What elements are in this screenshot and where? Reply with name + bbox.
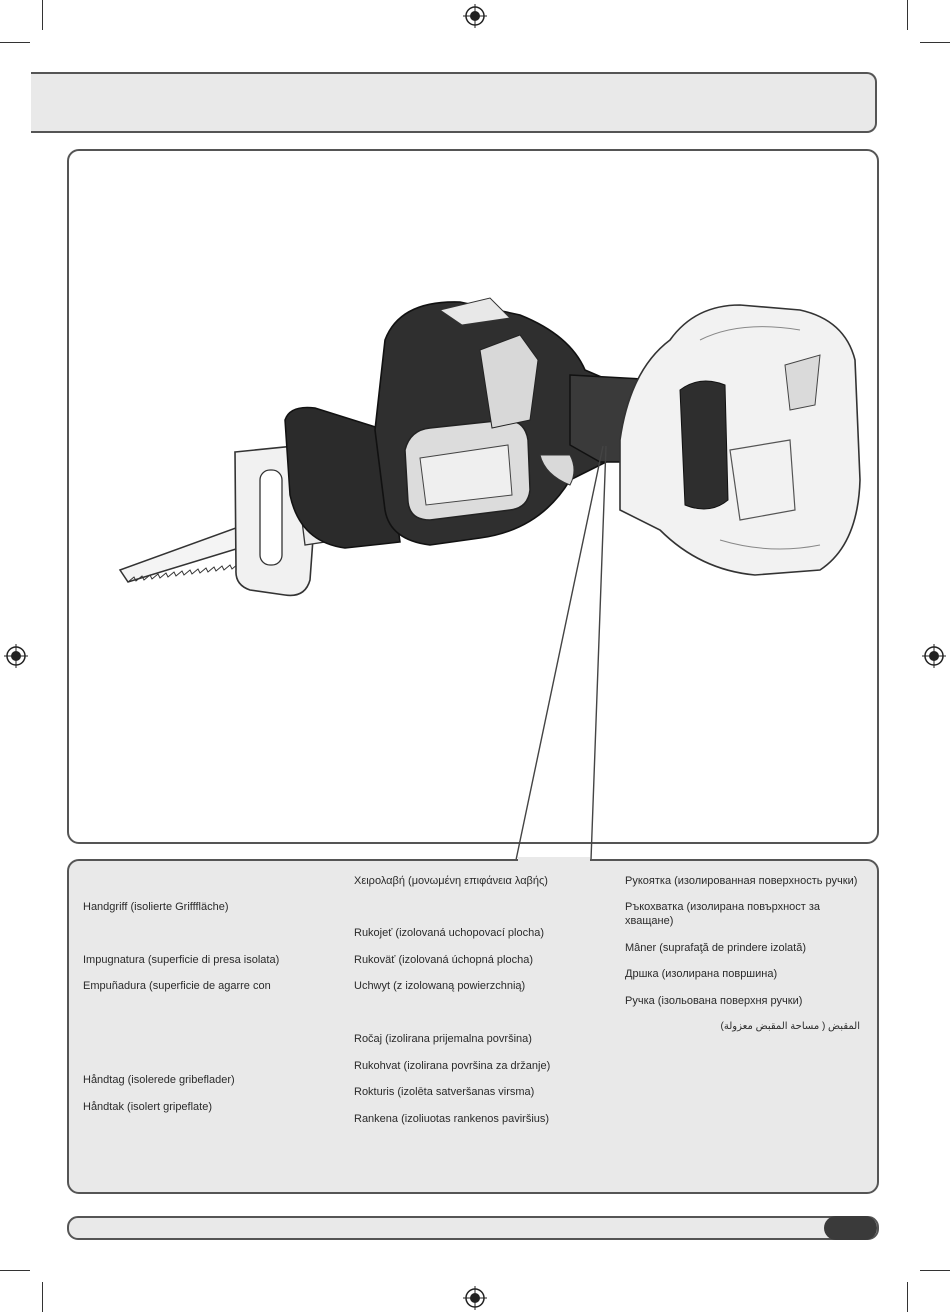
legend-item-de: Handgriff (isolierte Grifffläche) (83, 901, 229, 913)
legend-item-lv: Rokturis (izolēta satveršanas virsma) (354, 1086, 535, 1098)
callout-gap (518, 857, 590, 862)
legend-item-uk: Ручка (ізольована поверхня ручки) (625, 995, 803, 1007)
legend-item-ar: المقبض ( مساحة المقبض معزولة) (720, 1021, 860, 1032)
legend-item-es: Empuñadura (superficie de agarre con (83, 980, 271, 992)
footer-bar (67, 1216, 879, 1240)
legend-item-bg: Ръкохватка (изолирана повърхност за хващане) (625, 901, 821, 927)
legend-item-sr: Дршка (изолирана површина) (625, 968, 778, 980)
legend-item-cs: Rukojeť (izolovaná uchopovací plocha) (354, 927, 545, 939)
legend-item-sl: Ročaj (izolirana prijemalna površina) (354, 1033, 532, 1045)
legend-item-da: Håndtag (isolerede gribeflader) (83, 1074, 235, 1086)
legend-item-el: Χειρολαβή (μονωμένη επιφάνεια λαβής) (354, 875, 548, 887)
legend-item-it: Impugnatura (superficie di presa isolata) (83, 954, 280, 966)
legend-item-pl: Uchwyt (z izolowaną powierzchnią) (354, 980, 526, 992)
legend-item-ru: Рукоятка (изолированная поверхность ручки) (625, 875, 858, 887)
legend-item-sk: Rukoväť (izolovaná úchopná plocha) (354, 954, 534, 966)
legend-item-hr: Rukohvat (izolirana površina za držanje) (354, 1060, 551, 1072)
legend-item-no: Håndtak (isolert gripeflate) (83, 1101, 213, 1113)
legend-item-ro: Mâner (suprafaţă de prindere izolată) (625, 942, 806, 954)
legend-item-lt: Rankena (izoliuotas rankenos paviršius) (354, 1113, 550, 1125)
page-number-tab (824, 1216, 877, 1240)
